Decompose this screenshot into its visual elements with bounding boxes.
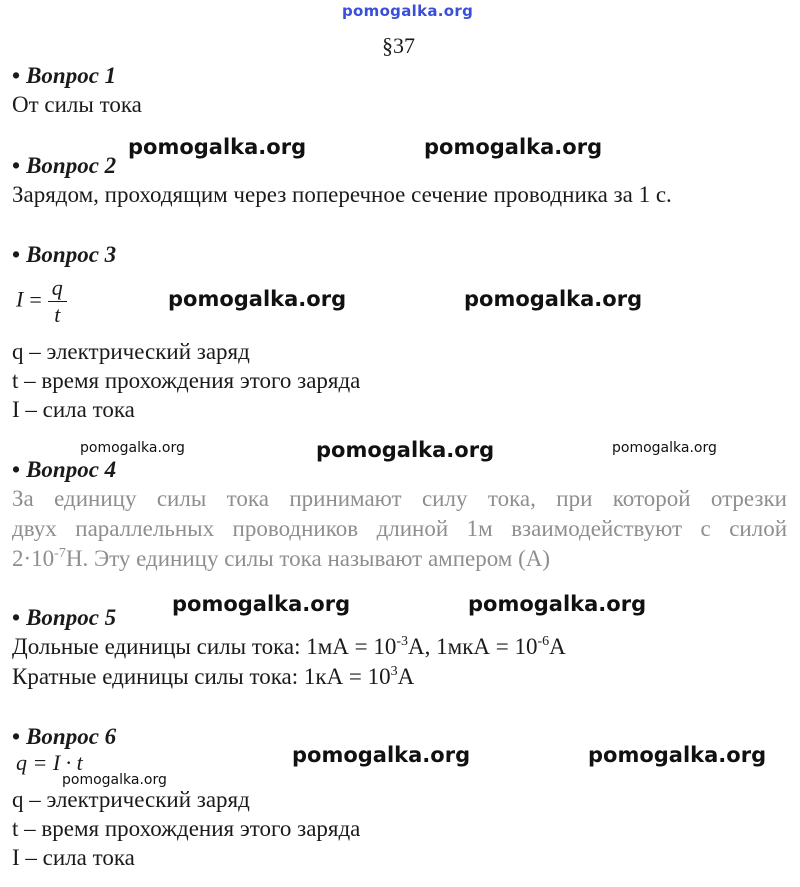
- question-3-line-1: q – электрический заряд: [12, 339, 250, 364]
- question-5-heading: • Вопрос 5: [12, 605, 117, 630]
- question-4-line-3: $2\cdot 10^{-7}Н$. Эту единицу силы тока называют ампером (А): [12, 546, 551, 571]
- question-6-formula: q = I · t: [16, 750, 83, 775]
- watermark: pomogalka.org: [424, 135, 603, 159]
- watermark: pomogalka.org: [292, 743, 471, 767]
- watermark: pomogalka.org: [468, 592, 647, 616]
- question-1-heading: • Вопрос 1: [12, 63, 117, 88]
- watermark: pomogalka.org: [464, 287, 643, 311]
- question-6-heading: • Вопрос 6: [12, 724, 117, 749]
- watermark: pomogalka.org: [128, 135, 307, 159]
- question-6-line-1: q – электрический заряд: [12, 787, 250, 812]
- watermark: pomogalka.org: [168, 287, 347, 311]
- question-3-line-2: t – время прохождения этого заряда: [12, 368, 361, 393]
- watermark: pomogalka.org: [62, 772, 167, 788]
- question-5-line-1: Дольные единицы силы тока: $1мА = 10^{-3}А$, $1мкА = 10^{-6}А$: [12, 634, 566, 659]
- question-3-heading: • Вопрос 3: [12, 242, 117, 267]
- question-6-line-3: I – сила тока: [12, 845, 135, 870]
- question-5-line-2: Кратные единицы силы тока: $1кА = 10^3А$: [12, 664, 415, 689]
- watermark: pomogalka.org: [80, 440, 185, 456]
- question-3-formula: I = $\frac{q}{t}$: [16, 275, 67, 328]
- question-4-heading: • Вопрос 4: [12, 457, 117, 482]
- watermark: pomogalka.org: [588, 743, 767, 767]
- watermark: pomogalka.org: [172, 592, 351, 616]
- watermark: pomogalka.org: [316, 438, 495, 462]
- question-6-line-2: t – время прохождения этого заряда: [12, 816, 361, 841]
- watermark: pomogalka.org: [612, 440, 717, 456]
- fraction: $\frac{q}{t}$: [48, 275, 67, 328]
- question-1-answer: От силы тока: [12, 92, 142, 117]
- question-2-answer: Зарядом, проходящим через поперечное сечение проводника за 1 с.: [12, 182, 672, 207]
- section-title: §37: [382, 33, 415, 58]
- question-3-line-3: I – сила тока: [12, 397, 135, 422]
- watermark-top: pomogalka.org: [342, 2, 474, 20]
- question-4-line-1: За единицу силы тока принимают силу тока, при которой отрезки: [12, 486, 787, 511]
- question-4-line-2: двух параллельных проводников длиной 1м взаимодействуют с силой: [12, 516, 787, 541]
- question-2-heading: • Вопрос 2: [12, 153, 117, 178]
